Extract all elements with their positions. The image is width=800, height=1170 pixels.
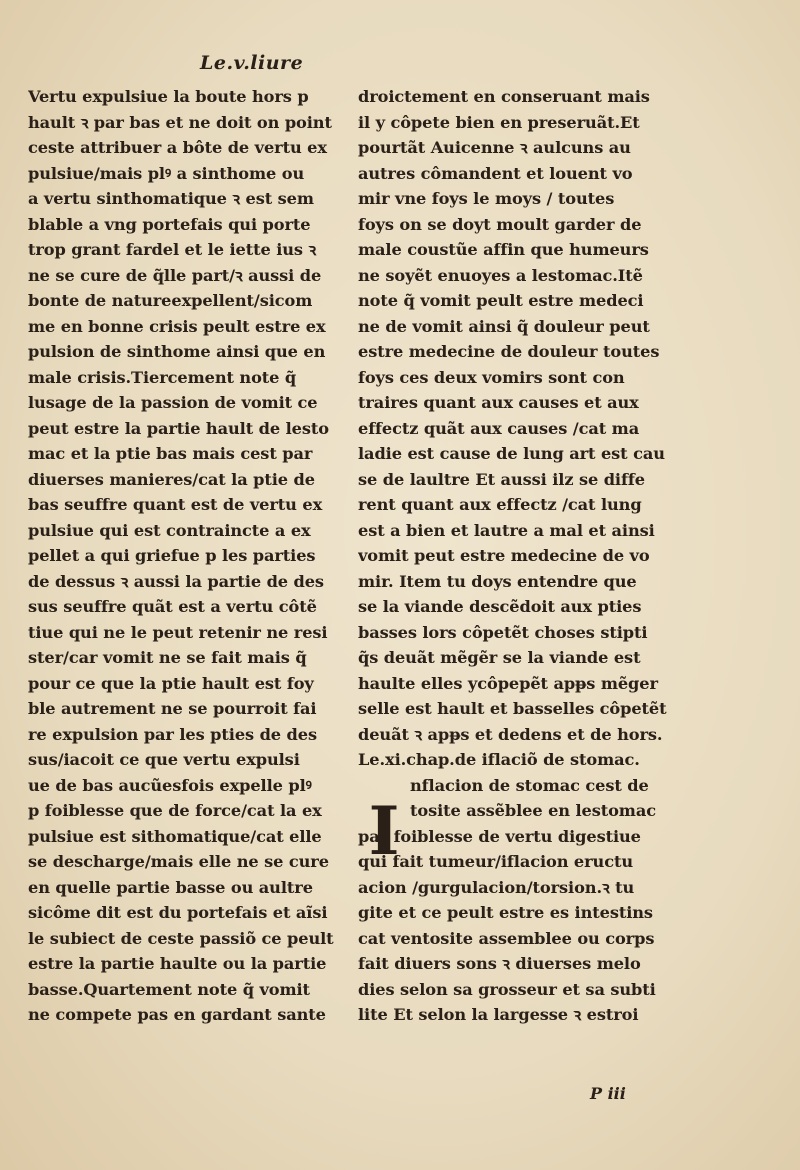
text-line: se descharge/mais elle ne se cure <box>28 852 329 871</box>
text-line: sus seuffre quãt est a vertu côtẽ <box>28 597 317 616</box>
text-line: qui fait tumeur/iflacion eructu <box>358 852 634 871</box>
text-line: il y côpete bien en preseruãt.Et <box>358 112 640 132</box>
text-line: ster/car vomit ne se fait mais q̃ <box>28 648 307 667</box>
text-line: deuãt ꝛ apᵽs et dedens et de hors. <box>358 724 663 744</box>
text-line: ne se cure de q̃lle part/ꝛ aussi de <box>28 265 322 285</box>
text-line: se de laultre Et aussi ilz se diffe <box>358 469 645 489</box>
text-line: pourtãt Auicenne ꝛ aulcuns au <box>358 138 631 157</box>
text-line: foys on se doyt moult garder de <box>358 214 642 234</box>
text-line: selle est hault et basselles côpetẽt <box>358 699 667 718</box>
text-line: pellet a qui griefue p les parties <box>28 546 316 565</box>
running-head: Le.v.liure <box>200 52 304 74</box>
text-line: estre medecine de douleur toutes <box>358 342 660 361</box>
text-line: gite et ce peult estre es intestins <box>358 903 653 922</box>
text-line: hault ꝛ par bas et ne doit on point <box>28 112 332 132</box>
text-line: se la viande descẽdoit aux pties <box>358 597 642 616</box>
text-line: male crisis.Tiercement note q̃ <box>28 367 297 387</box>
text-line: cat ventosite assemblee ou corps <box>358 928 655 948</box>
text-line: pulsiue est sithomatique/cat elle <box>28 826 322 846</box>
text-line: tosite assẽblee en lestomac <box>410 801 656 820</box>
text-line: pour ce que la ptie hault est foy <box>28 673 314 693</box>
text-line: foys ces deux vomirs sont con <box>358 367 625 387</box>
text-line: par foiblesse de vertu digestiue <box>358 826 641 846</box>
text-line: mir. Item tu doys entendre que <box>358 571 637 591</box>
text-line: traires quant aux causes et aux <box>358 393 639 412</box>
left-text-column <box>28 84 346 1028</box>
text-line: sicôme dit est du portefais et aĩsi <box>28 903 328 922</box>
text-line: ble autrement ne se pourroit fai <box>28 699 317 718</box>
text-line: acion /gurgulacion/torsion.ꝛ tu <box>358 877 635 897</box>
text-line: effectz quãt aux causes /cat ma <box>358 418 640 438</box>
text-line: ladie est cause de lung art est cau <box>358 444 665 463</box>
text-line: vomit peut estre medecine de vo <box>358 546 650 565</box>
text-line: nflacion de stomac cest de <box>410 775 649 795</box>
text-line: trop grant fardel et le iette ius ꝛ <box>28 240 317 259</box>
text-line: sus/iacoit ce que vertu expulsi <box>28 750 300 769</box>
text-line: bonte de natureexpellent/sicom <box>28 291 313 310</box>
text-line: autres cômandent et louent vo <box>358 163 633 183</box>
text-line: blable a vng portefais qui porte <box>28 214 311 234</box>
text-line: lite Et selon la largesse ꝛ estroi <box>358 1005 639 1024</box>
text-line: q̃s deuãt mẽgẽr se la viande est <box>358 648 641 667</box>
text-line: pulsiue/mais plꝰ a sinthome ou <box>28 163 305 183</box>
text-line: tiue qui ne le peut retenir ne resi <box>28 622 328 642</box>
text-line: pulsion de sinthome ainsi que en <box>28 342 326 361</box>
text-line: le subiect de ceste passiõ ce peult <box>28 928 334 948</box>
text-line: p foiblesse que de force/cat la ex <box>28 801 322 820</box>
text-line: de dessus ꝛ aussi la partie de des <box>28 571 324 591</box>
text-line: estre la partie haulte ou la partie <box>28 954 327 973</box>
text-line: est a bien et lautre a mal et ainsi <box>358 520 655 540</box>
text-line: ue de bas aucũesfois expelle plꝰ <box>28 775 312 795</box>
text-line: droictement en conseruant mais <box>358 87 650 106</box>
text-line: me en bonne crisis peult estre ex <box>28 316 326 336</box>
right-text-column <box>358 84 688 1028</box>
text-line: bas seuffre quant est de vertu ex <box>28 495 323 514</box>
text-line: lusage de la passion de vomit ce <box>28 393 318 412</box>
text-line: ne soyẽt enuoyes a lestomac.Itẽ <box>358 265 643 285</box>
signature-mark: P iii <box>590 1084 626 1103</box>
text-line: Vertu expulsiue la boute hors p <box>28 87 309 106</box>
text-line: pulsiue qui est contraincte a ex <box>28 520 311 540</box>
text-line: Le.xi.chap.de iflaciõ de stomac. <box>358 750 640 769</box>
text-line: re expulsion par les pties de des <box>28 724 317 744</box>
text-line: en quelle partie basse ou aultre <box>28 877 313 897</box>
drop-cap-initial: I <box>368 792 400 870</box>
text-line: basse.Quartement note q̃ vomit <box>28 979 310 999</box>
text-line: peut estre la partie hault de lesto <box>28 418 329 438</box>
text-line: rent quant aux effectz /cat lung <box>358 495 642 514</box>
text-line: ne compete pas en gardant sante <box>28 1005 326 1024</box>
text-line: ceste attribuer a bôte de vertu ex <box>28 138 327 157</box>
text-line: dies selon sa grosseur et sa subti <box>358 979 656 999</box>
text-line: basses lors côpetẽt choses stipti <box>358 622 648 642</box>
text-line: mir vne foys le moys / toutes <box>358 189 615 208</box>
text-line: haulte elles ycôpepẽt apᵽs mẽger <box>358 673 658 693</box>
text-line: a vertu sinthomatique ꝛ est sem <box>28 189 314 208</box>
text-line: fait diuers sons ꝛ diuerses melo <box>358 954 641 973</box>
text-line: diuerses manieres/cat la ptie de <box>28 469 315 489</box>
text-line: mac et la ptie bas mais cest par <box>28 444 313 463</box>
text-line: note q̃ vomit peult estre medeci <box>358 291 644 310</box>
text-line: male coustũe affin que humeurs <box>358 240 649 259</box>
text-line: ne de vomit ainsi q̃ douleur peut <box>358 316 650 336</box>
